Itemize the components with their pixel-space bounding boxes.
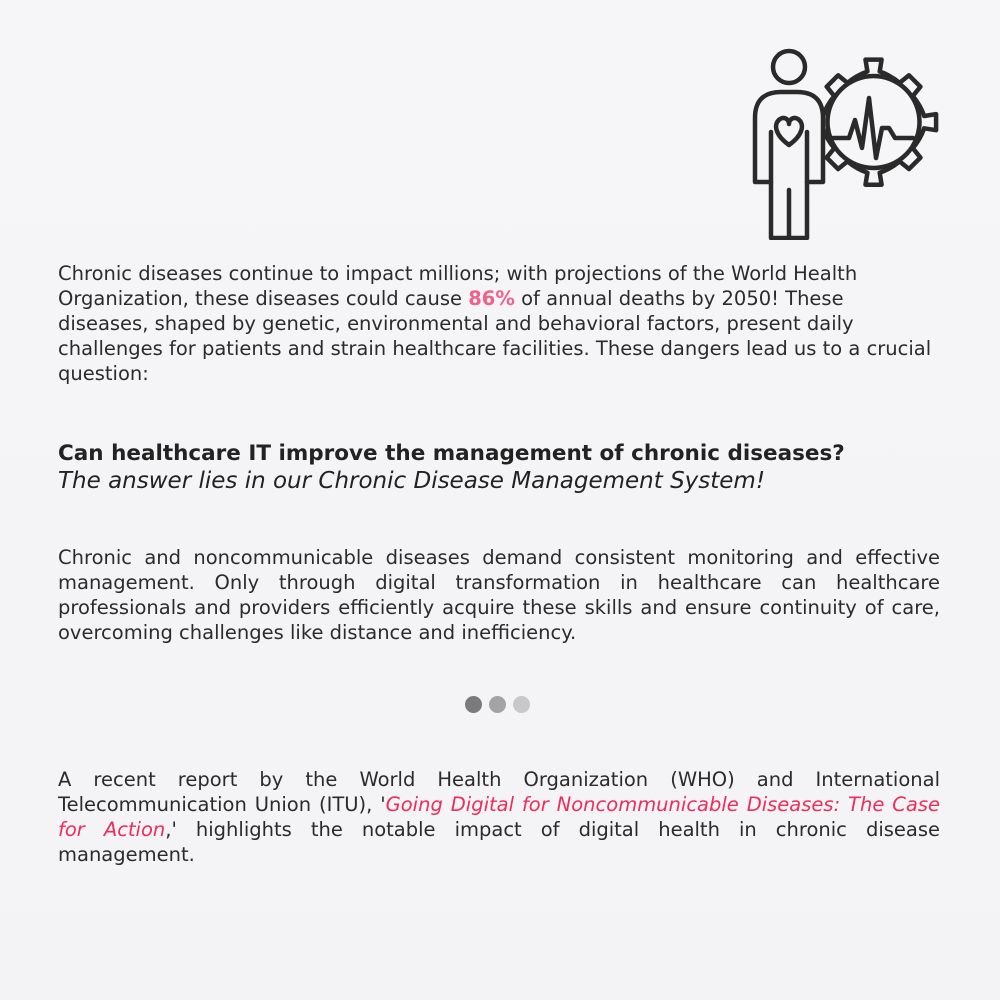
pagination-dot[interactable] — [489, 696, 506, 713]
pagination-dot[interactable] — [513, 696, 530, 713]
report-title-link: Going Digital for Noncommunicable Diseases: The Case for Action — [58, 793, 940, 841]
pagination-dot[interactable] — [465, 696, 482, 713]
intro-paragraph — [58, 261, 940, 386]
death-percentage-highlight: 86% — [468, 287, 515, 310]
key-question — [58, 441, 948, 495]
patient-heart-gear-icon — [745, 40, 945, 240]
question-heading: Can healthcare IT improve the management of chronic diseases? — [58, 441, 845, 466]
answer-tagline: The answer lies in our Chronic Disease Management System! — [58, 468, 766, 494]
monitoring-paragraph: Chronic and noncommunicable diseases demand consistent monitoring and effective management. Only through digital transformation in healthcare can healthcare professionals and providers efficiently acquire these skills and ensure continuity of care, overcoming challenges like distance and inefficiency. — [58, 546, 940, 644]
carousel-pagination — [465, 696, 530, 713]
intro-text-after: of annual deaths by 2050! These diseases, shaped by genetic, environmental and behavioral factors, present daily challenges for patients and strain healthcare facilities. These dangers lead us to a crucial question: — [58, 287, 932, 385]
report-paragraph — [58, 767, 940, 867]
report-text-after: ,' highlights the notable impact of digital health in chronic disease management. — [58, 818, 940, 866]
intro-text-before: Chronic diseases continue to impact millions; with projections of the World Health Organization, these diseases could cause — [58, 262, 858, 310]
report-text-before: A recent report by the World Health Organization (WHO) and International Telecommunication Union (ITU), ' — [58, 768, 940, 816]
